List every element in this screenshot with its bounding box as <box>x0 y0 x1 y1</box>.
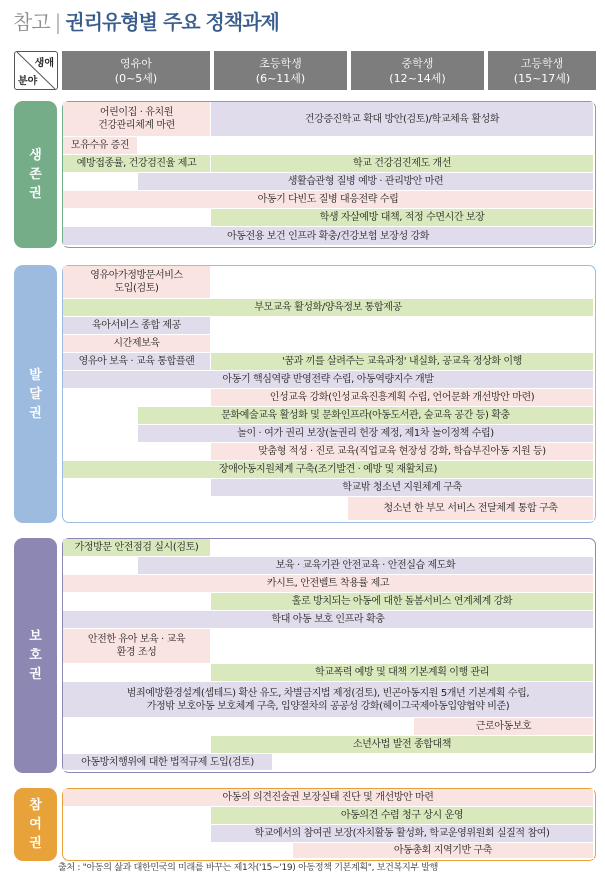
corner-top-label: 생애 <box>34 58 54 69</box>
category-label: 참 여 권 <box>29 798 42 851</box>
policy-item: 영유아 보육 · 교육 통합플랜 <box>63 353 211 371</box>
corner-bottom-label: 분야 <box>18 76 38 87</box>
policy-item: 청소년 한 부모 서비스 전달체계 통합 구축 <box>348 497 594 521</box>
category-protection <box>14 538 57 773</box>
policy-item: 아동기 다빈도 질병 대응전략 수립 <box>63 191 594 209</box>
policy-item: 문화예술교육 활성화 및 문화인프라(아동도서관, 숲교육 공간 등) 확충 <box>138 407 594 425</box>
category-label: 생 존 권 <box>29 148 42 201</box>
stage-range: (12~14세) <box>389 71 446 85</box>
policy-item: 어린이집 · 유치원 건강관리체계 마련 <box>63 102 211 137</box>
policy-item: 카시트, 안전벨트 착용률 제고 <box>63 575 594 593</box>
policy-item: 놀이 · 여가 권리 보장(놀권리 헌장 제정, 제1차 놀이정책 수립) <box>138 425 594 443</box>
policy-item: 가정방문 안전점검 실시(검토) <box>63 539 211 557</box>
policy-item: 보육 · 교육기관 안전교육 · 안전실습 제도화 <box>138 557 594 575</box>
policy-item: 학교밖 청소년 지원체계 구축 <box>211 479 594 497</box>
policy-item: 아동의 의견진술권 보장실태 진단 및 개선방안 마련 <box>63 789 594 807</box>
policy-item: 아동전용 보건 인프라 확충/건강보험 보장성 강화 <box>63 227 594 246</box>
policy-item: 부모교육 활성화/양육정보 통합제공 <box>63 299 594 317</box>
policy-item: 생활습관형 질병 예방 · 관리방안 마련 <box>138 173 594 191</box>
policy-item: 소년사법 발전 종합대책 <box>211 736 594 754</box>
stage-name: 영유아 <box>120 56 152 70</box>
policy-item: 학대 아동 보호 인프라 확충 <box>63 611 594 629</box>
category-survival <box>14 101 57 248</box>
policy-item: 건강증진학교 확대 방안(검토)/학교체육 활성화 <box>211 102 594 137</box>
title-prefix: 참고 <box>13 10 50 34</box>
policy-item: 학교 건강검진제도 개선 <box>211 155 594 173</box>
policy-item: 아동총회 지역기반 구축 <box>293 843 594 859</box>
policy-item: 아동기 핵심역량 반영전략 수립, 아동역량지수 개발 <box>63 371 594 389</box>
stage-name: 고등학생 <box>520 56 564 70</box>
category-label: 발 달 권 <box>29 367 42 421</box>
category-label: 보 호 권 <box>29 629 42 682</box>
policy-item: 학생 자살예방 대책, 적정 수면시간 보장 <box>211 209 594 227</box>
stage-range: (6~11세) <box>255 71 306 85</box>
title-main: 권리유형별 주요 정책과제 <box>65 10 279 34</box>
policy-item: 영유아가정방문서비스 도입(검토) <box>63 266 211 299</box>
policy-item: 안전한 유아 보육 · 교육 환경 조성 <box>63 629 211 664</box>
policy-item: 홀로 방치되는 아동에 대한 돌봄서비스 연계체계 강화 <box>211 593 594 611</box>
policy-item: 시간제보육 <box>63 335 211 353</box>
policy-item: 맞춤형 적성 · 진로 교육(직업교육 현장성 강화, 학습부진아동 지원 등) <box>211 443 594 461</box>
stage-name: 초등학생 <box>259 56 302 70</box>
stage-range: (15~17세) <box>513 71 571 85</box>
category-participation <box>14 788 57 861</box>
title-separator: | <box>54 10 61 34</box>
stage-header-infant <box>62 51 210 90</box>
policy-item: 아동의견 수렴 청구 상시 운영 <box>211 807 594 825</box>
policy-item: 범죄예방환경설계(셉테드) 확산 유도, 차별금지법 제정(검토), 빈곤아동지원 5개년 기본계획 수립, 가정밖 보호아동 보호체계 구축, 입양절차의 공공성 강화(헤이그국제아동입양협약 비준) <box>63 682 594 718</box>
header-corner <box>14 51 58 90</box>
policy-item: 장애아동지원체계 구축(조기발견 · 예방 및 재활치료) <box>63 461 594 479</box>
policy-item: '꿈과 끼를 살려주는 교육과정' 내실화, 공교육 정상화 이행 <box>211 353 594 371</box>
category-development <box>14 265 57 523</box>
stage-name: 중학생 <box>401 56 434 70</box>
policy-item: 인성교육 강화(인성교육진흥계획 수립, 언어문화 개선방안 마련) <box>211 389 594 407</box>
policy-item: 모유수유 증진 <box>63 137 138 155</box>
section-participation <box>62 788 596 861</box>
section-protection <box>62 538 596 773</box>
policy-item: 예방접종률, 건강검진율 제고 <box>63 155 211 173</box>
source-note: 출처 : "아동의 삶과 대한민국의 미래를 바꾸는 제1차('15~'19) 아동정책 기본계획", 보건복지부 발행 <box>58 863 439 873</box>
section-survival <box>62 101 596 248</box>
policy-item: 아동방치행위에 대한 법적규제 도입(검토) <box>63 754 273 771</box>
stage-header-elementary <box>214 51 347 90</box>
policy-item: 근로아동보호 <box>414 718 594 736</box>
policy-item: 육아서비스 종합 제공 <box>63 317 211 335</box>
policy-item: 학교에서의 참여권 보장(자치활동 활성화, 학교운영위원회 실질적 참여) <box>211 825 594 843</box>
stage-header-high <box>488 51 596 90</box>
page-title <box>13 6 279 36</box>
stage-range: (0~5세) <box>114 71 158 85</box>
section-development <box>62 265 596 523</box>
stage-header-middle <box>351 51 484 90</box>
policy-item: 학교폭력 예방 및 대책 기본계획 이행 관리 <box>211 664 594 682</box>
